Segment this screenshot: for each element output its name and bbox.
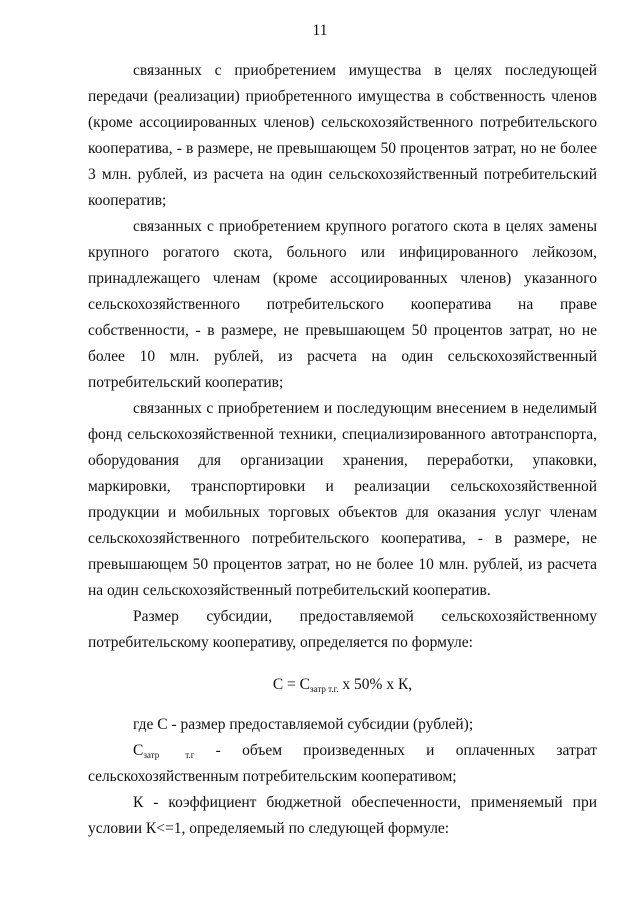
subsidy-formula — [88, 672, 597, 698]
paragraph-property-acquisition: связанных с приобретением имущества в целях последующей передачи (реализации) приобретенного имущества в собственность членов (кроме ассоциированных членов) сельскохозяйственного потребительского кооператива, - в размере, не превышающем 50 процентов затрат, но не более 3 млн. рублей, из расчета на один сельскохозяйственный потребительский кооператив; — [88, 62, 597, 209]
cz-symbol: С — [133, 742, 144, 759]
paragraph-cattle-replacement: связанных с приобретением крупного рогатого скота в целях замены крупного рогатого скота, больного или инфицированного лейкозом, принадлежащего членам (кроме ассоциированных членов) указанного сельскохозяйственного потребительского кооператива на праве собственности, - в размере, не превышающем 50 процентов затрат, но не более 10 млн. рублей, из расчета на один сельскохозяйственный потребительский кооператив; — [88, 218, 597, 391]
definition-c: где С - размер предоставляемой субсидии (рублей); — [133, 716, 474, 733]
definition-cz — [88, 738, 597, 790]
cz-subscript: затр — [143, 750, 160, 760]
page-number: 11 — [312, 22, 328, 39]
definition-k: К - коэффициент бюджетной обеспеченности, применяемый при условии К<=1, определяемый по следующей формуле: — [88, 794, 597, 837]
paragraph-subsidy-size: Размер субсидии, предоставляемой сельскохозяйственному потребительскому кооперативу, определяется по формуле: — [88, 608, 597, 651]
formula-lhs: С = С — [272, 676, 310, 693]
cz-subscript-2: т.г — [185, 750, 195, 760]
document-body — [88, 58, 597, 842]
formula-subscript: затр т.г. — [310, 684, 339, 694]
formula-rhs: х 50% х К, — [338, 676, 413, 693]
paragraph-equipment-acquisition: связанных с приобретением и последующим внесением в неделимый фонд сельскохозяйственной техники, специализированного автотранспорта, оборудования для организации хранения, переработки, упаковки, маркировки, транспортировки и реализации сельскохозяйственной продукции и мобильных торговых объектов для оказания услуг членам сельскохозяйственного потребительского кооператива, - в размере, не превышающем 50 процентов затрат, но не более 10 млн. рублей, из расчета на один сельскохозяйственный потребительский кооператив. — [88, 400, 597, 599]
cz-text: - объем произведенных и оплаченных затрат сельскохозяйственным потребительским кооперативом; — [88, 742, 597, 785]
